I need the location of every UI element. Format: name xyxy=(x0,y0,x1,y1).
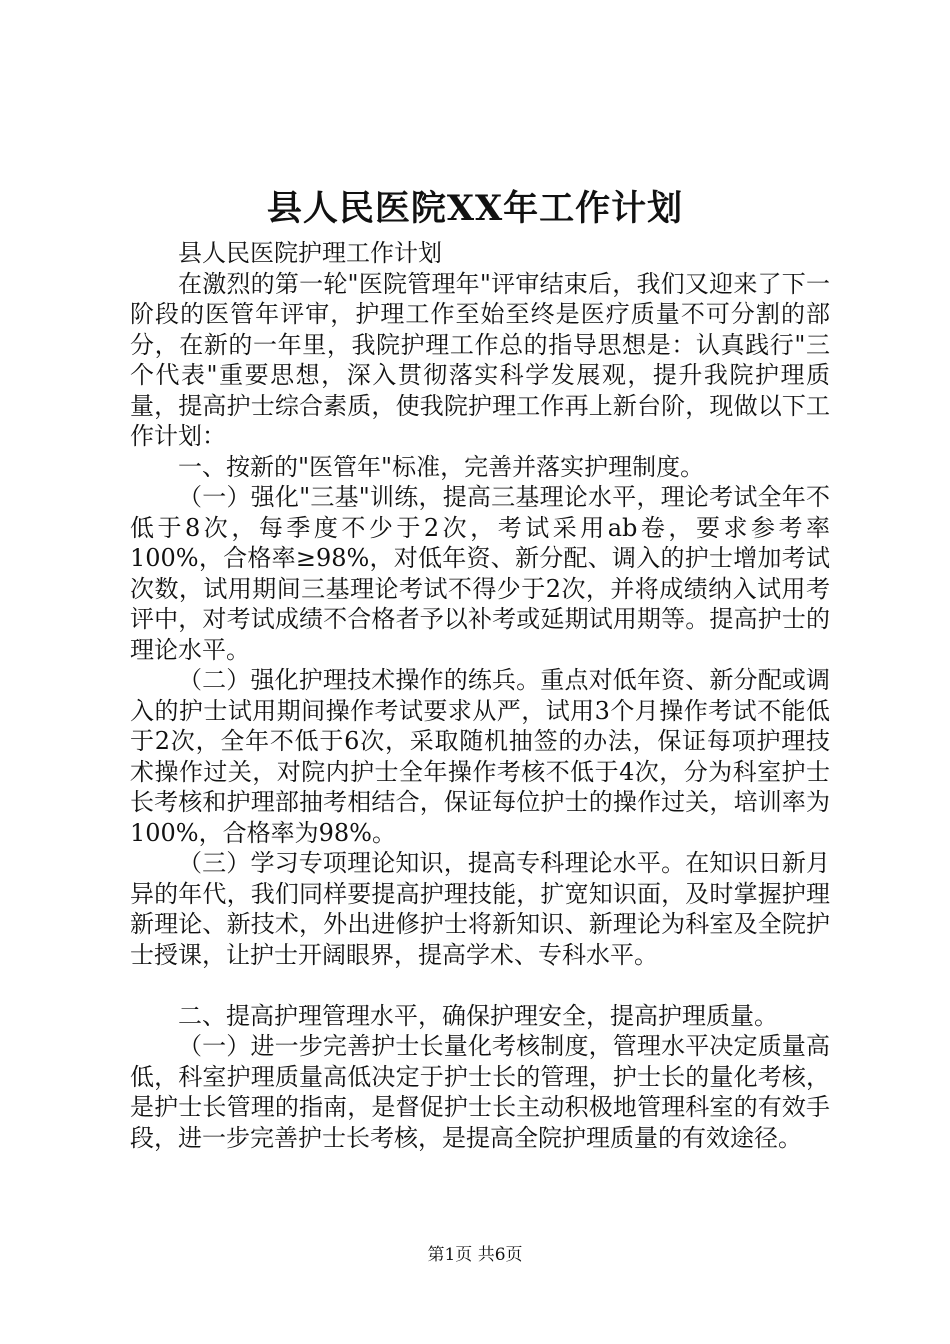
section-1-item-2: （二）强化护理技术操作的练兵。重点对低年资、新分配或调入的护士试用期间操作考试要求从严，试用3个月操作考试不能低于2次，全年不低于6次，采取随机抽签的办法，保证每项护理技术操作过关，对院内护士全年操作考核不低于4次，分为科室护士长考核和护理部抽考相结合，保证每位护士的操作过关，培训率为100%，合格率为98%。 xyxy=(130,666,830,847)
intro-paragraph: 在激烈的第一轮"医院管理年"评审结束后，我们又迎来了下一阶段的医管年评审，护理工作至始至终是医疗质量不可分割的部分，在新的一年里，我院护理工作总的指导思想是：认真践行"三个代表"重要思想，深入贯彻落实科学发展观，提升我院护理质量，提高护士综合素质，使我院护理工作再上新台阶，现做以下工作计划： xyxy=(130,269,830,450)
page-number: 第1页 共6页 xyxy=(427,1245,523,1265)
document-title: 县人民医院XX年工作计划 xyxy=(266,188,684,229)
section-2-item-1: （一）进一步完善护士长量化考核制度，管理水平决定质量高低，科室护理质量高低决定于护士长的管理，护士长的量化考核，是护士长管理的指南，是督促护士长主动积极地管理科室的有效手段，进一步完善护士长考核，是提高全院护理质量的有效途径。 xyxy=(130,1032,830,1152)
section-heading-2: 二、提高护理管理水平，确保护理安全，提高护理质量。 xyxy=(178,1001,778,1030)
blank-line xyxy=(130,970,830,1001)
section-1-item-3: （三）学习专项理论知识，提高专科理论水平。在知识日新月异的年代，我们同样要提高护理技能，扩宽知识面，及时掌握护理新理论、新技术，外出进修护士将新知识、新理论为科室及全院护士授课，让护士开阔眼界，提高学术、专科水平。 xyxy=(130,849,830,969)
document-body xyxy=(130,238,830,1153)
subtitle-paragraph: 县人民医院护理工作计划 xyxy=(178,239,442,267)
section-1-item-1: （一）强化"三基"训练，提高三基理论水平，理论考试全年不低于8次，每季度不少于2次，考试采用ab卷，要求参考率100%，合格率≥98%，对低年资、新分配、调入的护士增加考试次数，试用期间三基理论考试不得少于2次，并将成绩纳入试用考评中，对考试成绩不合格者予以补考或延期试用期等。提高护士的理论水平。 xyxy=(130,483,830,664)
section-heading-1: 一、按新的"医管年"标准，完善并落实护理制度。 xyxy=(178,452,705,481)
